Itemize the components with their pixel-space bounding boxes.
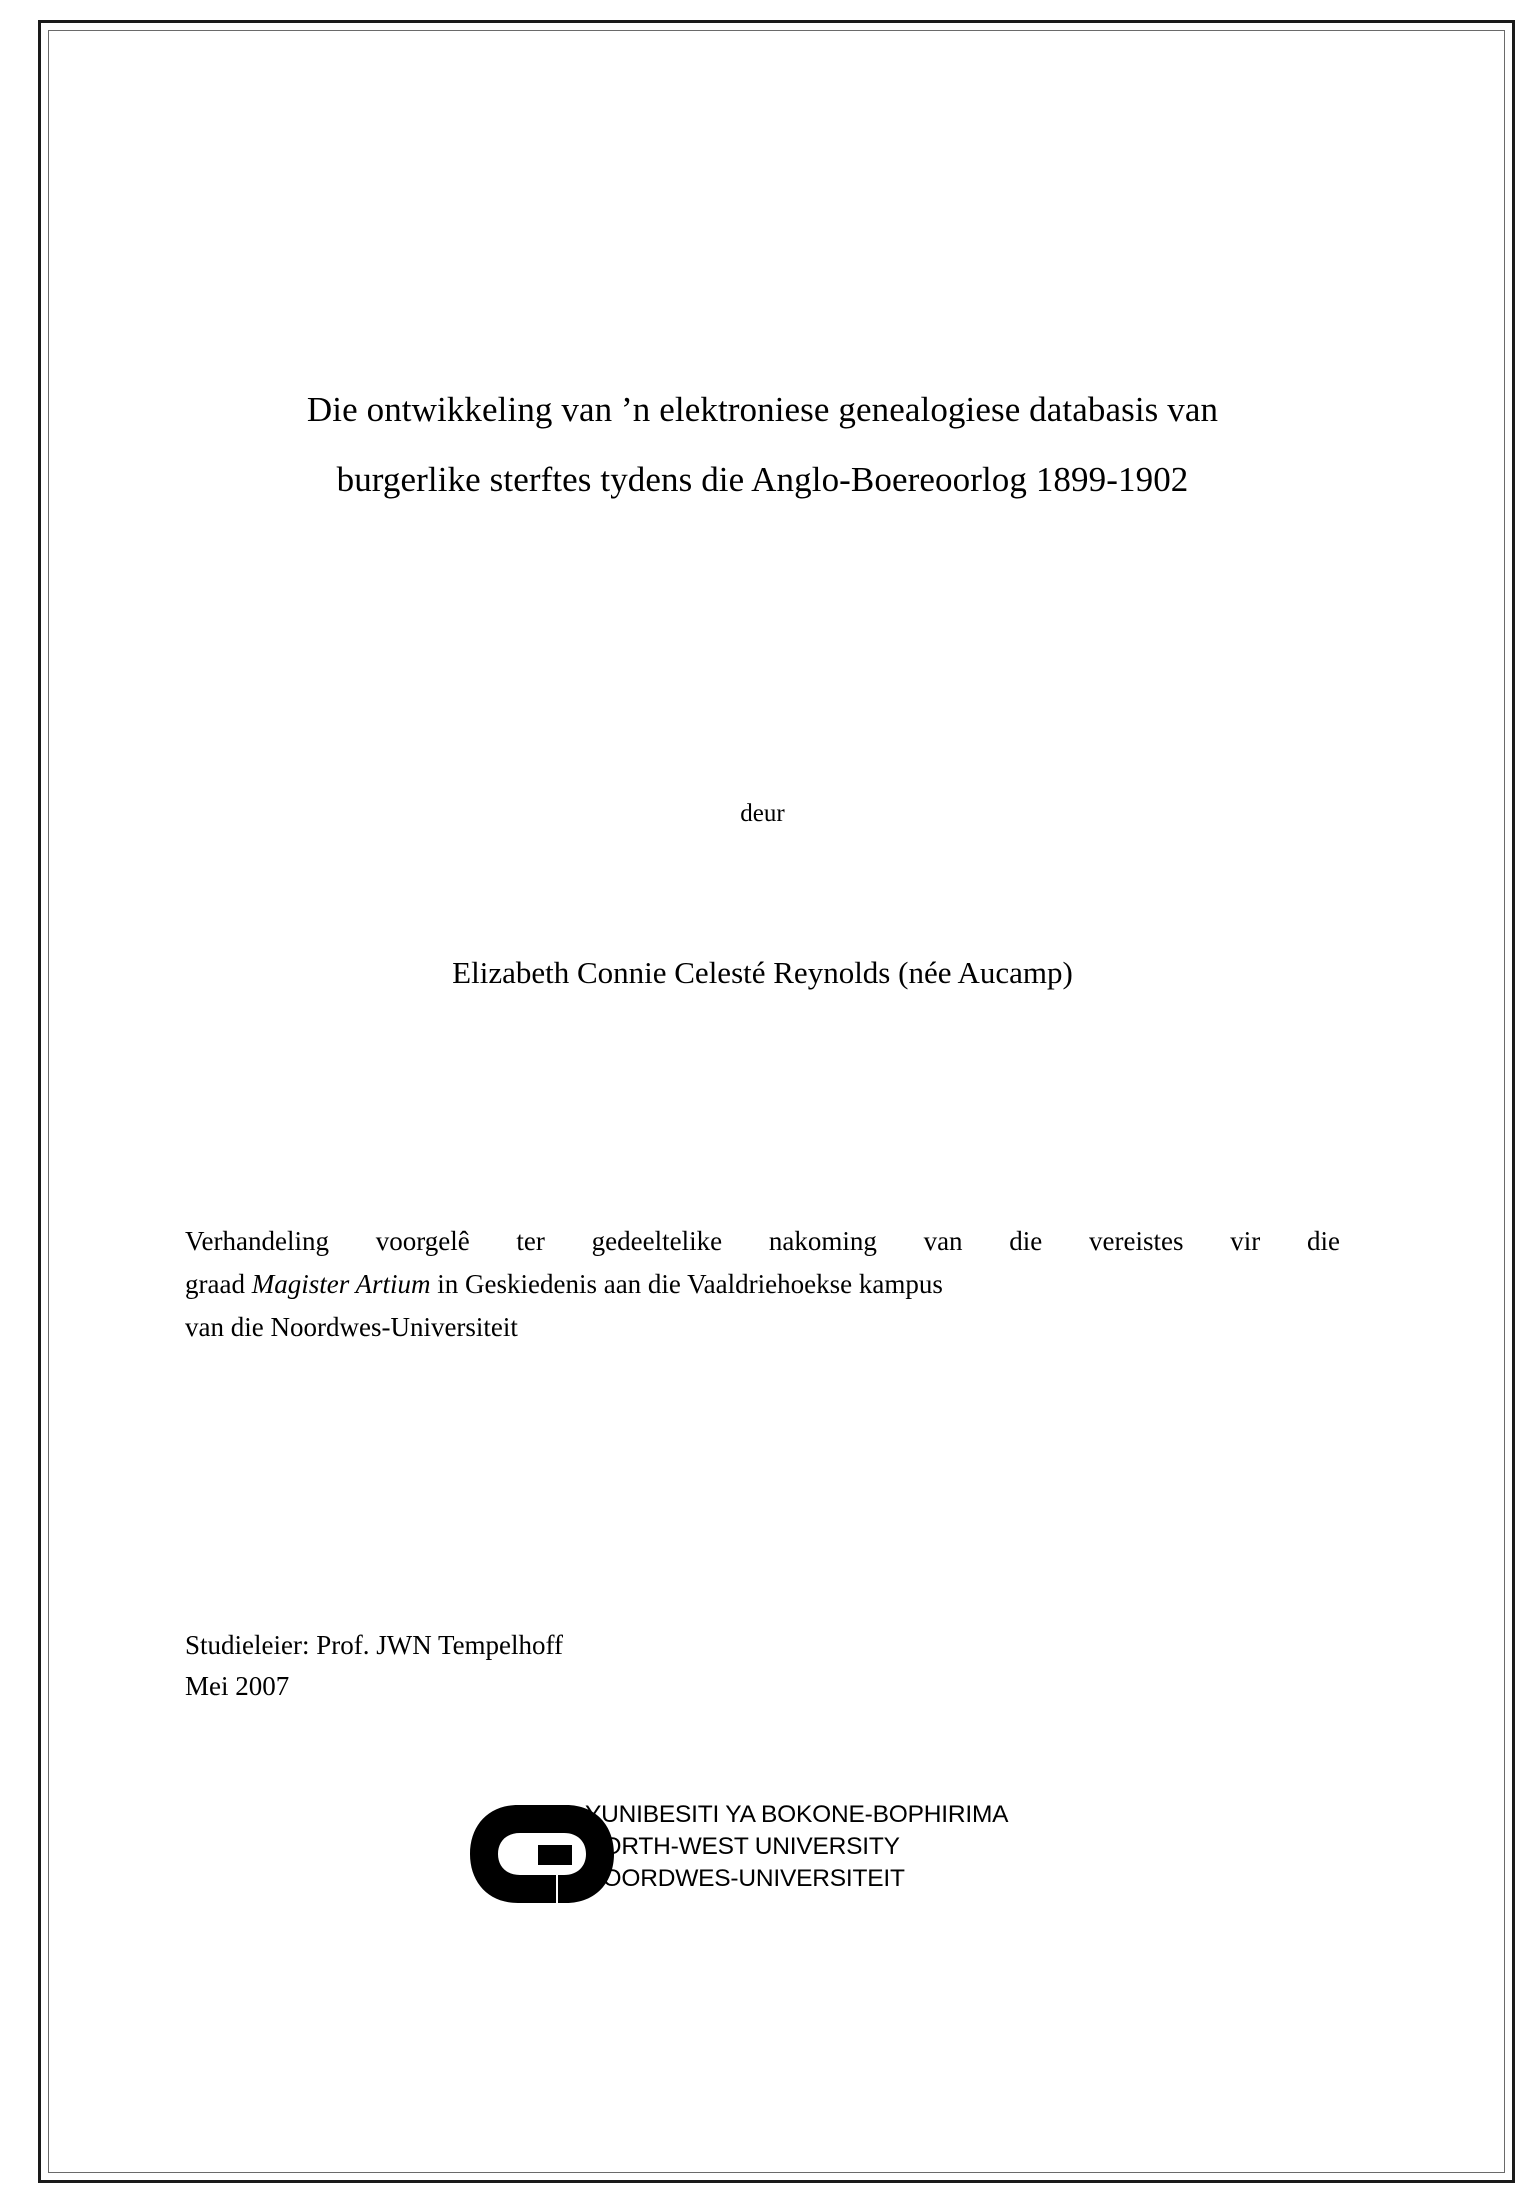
by-label: deur: [740, 800, 785, 827]
degree-statement-line-1: Verhandeling voorgelê ter gedeeltelike nakoming van die vereistes vir die: [185, 1226, 1340, 1256]
degree-statement: [185, 1220, 1340, 1349]
supervisor-and-date: [185, 1625, 1085, 1707]
degree-line2-prefix: graad: [185, 1269, 252, 1299]
logo-line-3: NOORDWES-UNIVERSITEIT: [585, 1865, 905, 1892]
logo-line-1: YUNIBESITI YA BOKONE-BOPHIRIMA: [585, 1801, 1009, 1828]
author-name: Elizabeth Connie Celesté Reynolds (née Aucamp): [452, 955, 1073, 990]
supervisor-line: Studieleier: Prof. JWN Tempelhoff: [185, 1630, 564, 1660]
degree-statement-line-2: [185, 1263, 1340, 1306]
degree-statement-line-3: van die Noordwes-Universiteit: [185, 1312, 518, 1342]
logo-text-block: [585, 1799, 1008, 1895]
university-logo: [460, 1795, 1080, 1915]
page-title: [180, 375, 1345, 515]
degree-name: Magister Artium: [251, 1269, 431, 1299]
date-line: Mei 2007: [185, 1671, 290, 1701]
title-line-2: burgerlike sterftes tydens die Anglo-Boereoorlog 1899-1902: [336, 460, 1189, 499]
degree-line2-suffix: in Geskiedenis aan die Vaaldriehoekse kampus: [430, 1269, 943, 1299]
logo-line-2: NORTH-WEST UNIVERSITY: [585, 1833, 900, 1860]
title-line-1: Die ontwikkeling van ’n elektroniese genealogiese databasis van: [306, 390, 1219, 429]
